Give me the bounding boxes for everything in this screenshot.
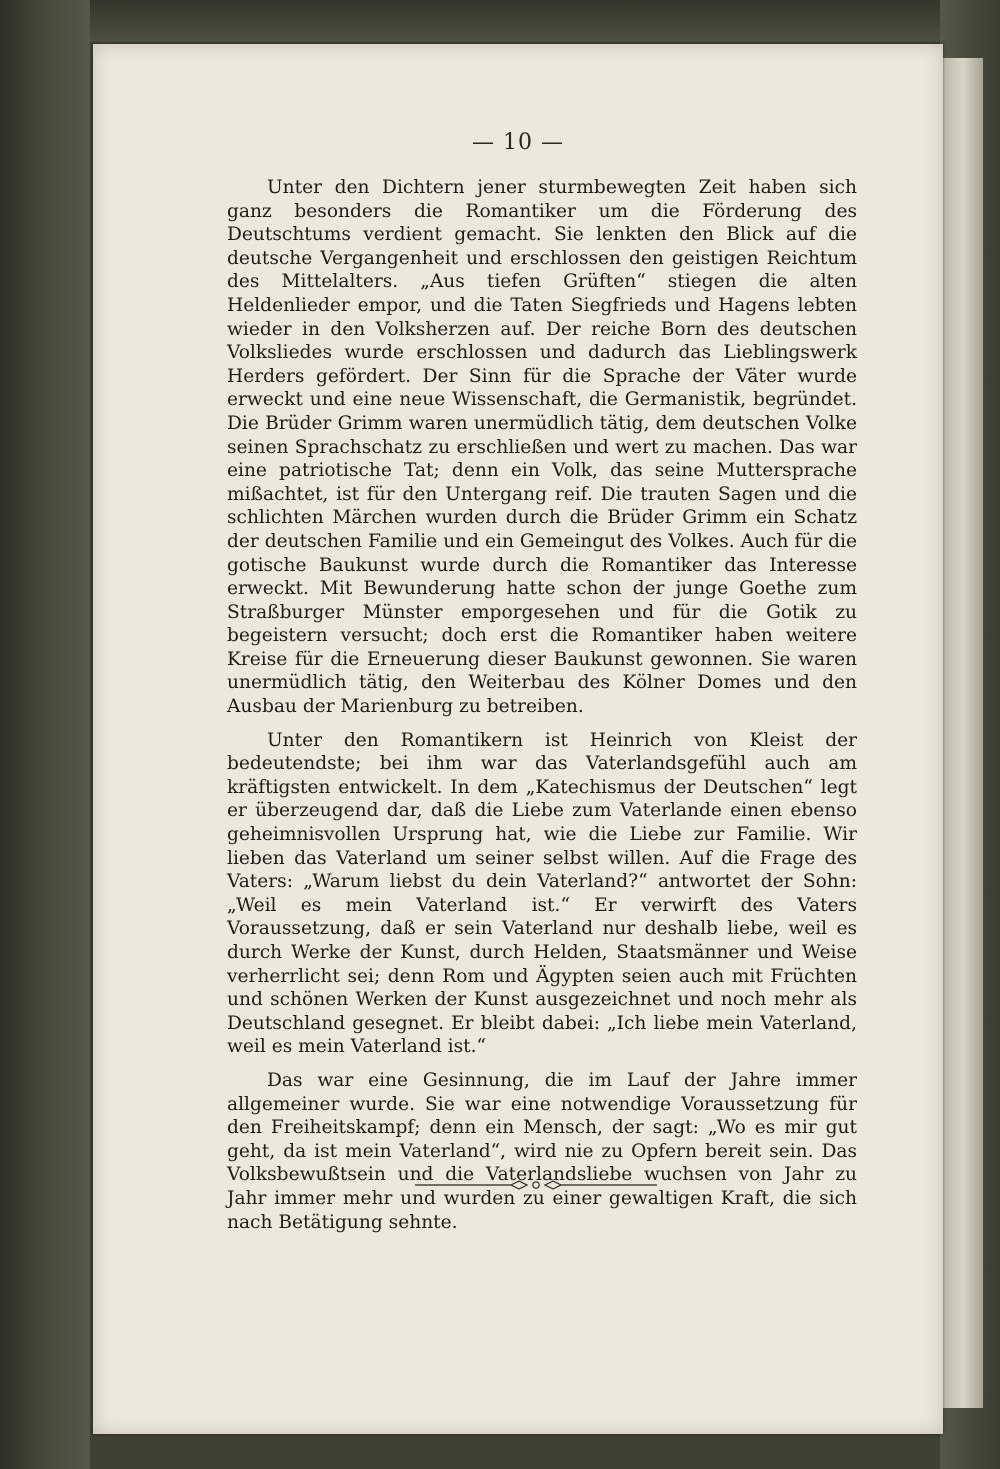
next-page-edge [943,58,983,1408]
book-page [93,44,943,1434]
paragraph-2: Unter den Romantikern ist Heinrich von Kleist der bedeutendste; bei ihm war das Vaterlandsgefühl auch am kräftigsten entwickelt. In dem „Katechismus der Deutschen“ legt er überzeugend dar, daß die Liebe zum Vaterlande einen ebenso geheimnisvollen Ursprung hat, wie die Liebe zur Familie. Wir lieben das Vaterland um seiner selbst willen. Auf die Frage des Vaters: „Warum liebst du dein Vaterland?“ antwortet der Sohn: „Weil es mein Vaterland ist.“ Er verwirft des Vaters Voraussetzung, daß er sein Vaterland nur deshalb liebe, weil es durch Werke der Kunst, durch Helden, Staatsmänner und Weise verherrlicht sei; denn Rom und Ägypten seien auch mit Früchten und schönen Werken der Kunst ausgezeichnet und noch mehr als Deutschland gesegnet. Er bleibt dabei: „Ich liebe mein Vaterland, weil es mein Vaterland ist.“ [227,729,857,1058]
paragraph-3: Das war eine Gesinnung, die im Lauf der Jahre immer allgemeiner wurde. Sie war eine notwendige Voraussetzung für den Freiheitskampf; denn ein Mensch, der sagt: „Wo es mir gut geht, da ist mein Vaterland“, wird nie zu Opfern bereit sein. Das Volksbewußtsein und die Vaterlandsliebe wuchsen von Jahr zu Jahr immer mehr und wurden zu einer gewaltigen Kraft, die sich nach Betätigung sehnte. [227,1069,857,1233]
body-text [227,176,857,1244]
book-cover-top-edge [0,0,1000,42]
paragraph-1: Unter den Dichtern jener sturmbewegten Zeit haben sich ganz besonders die Romantiker um die Förderung des Deutschtums verdient gemacht. Sie lenkten den Blick auf die deutsche Vergangenheit und erschlossen den geistigen Reichtum des Mittelalters. „Aus tiefen Grüften“ stiegen die alten Heldenlieder empor, und die Taten Siegfrieds und Hagens lebten wieder in den Volksherzen auf. Der reiche Born des deutschen Volksliedes wurde erschlossen und dadurch das Lieblingswerk Herders gefördert. Der Sinn für die Sprache der Väter wurde erweckt und eine neue Wissenschaft, die Germanistik, begründet. Die Brüder Grimm waren unermüdlich tätig, dem deutschen Volke seinen Sprachschatz zu erschließen und wert zu machen. Das war eine patriotische Tat; denn ein Volk, das seine Muttersprache mißachtet, ist für den Untergang reif. Die trauten Sagen und die schlichten Märchen wurden durch die Brüder Grimm ein Schatz der deutschen Familie und ein Gemeingut des Volkes. Auch für die gotische Baukunst wurde durch die Romantiker das Interesse erweckt. Mit Bewunderung hatte schon der junge Goethe zum Straßburger Münster emporgesehen und für die Gotik zu begeistern versucht; doch erst die Romantiker haben weitere Kreise für die Erneuerung dieser Baukunst gewonnen. Sie waren unermüdlich tätig, den Weiterbau des Kölner Domes und den Ausbau der Marienburg zu betreiben. [227,177,857,718]
ornament-divider-icon [415,1178,657,1192]
book-cover-left-edge [0,0,90,1469]
page-number: — 10 — [472,130,564,155]
